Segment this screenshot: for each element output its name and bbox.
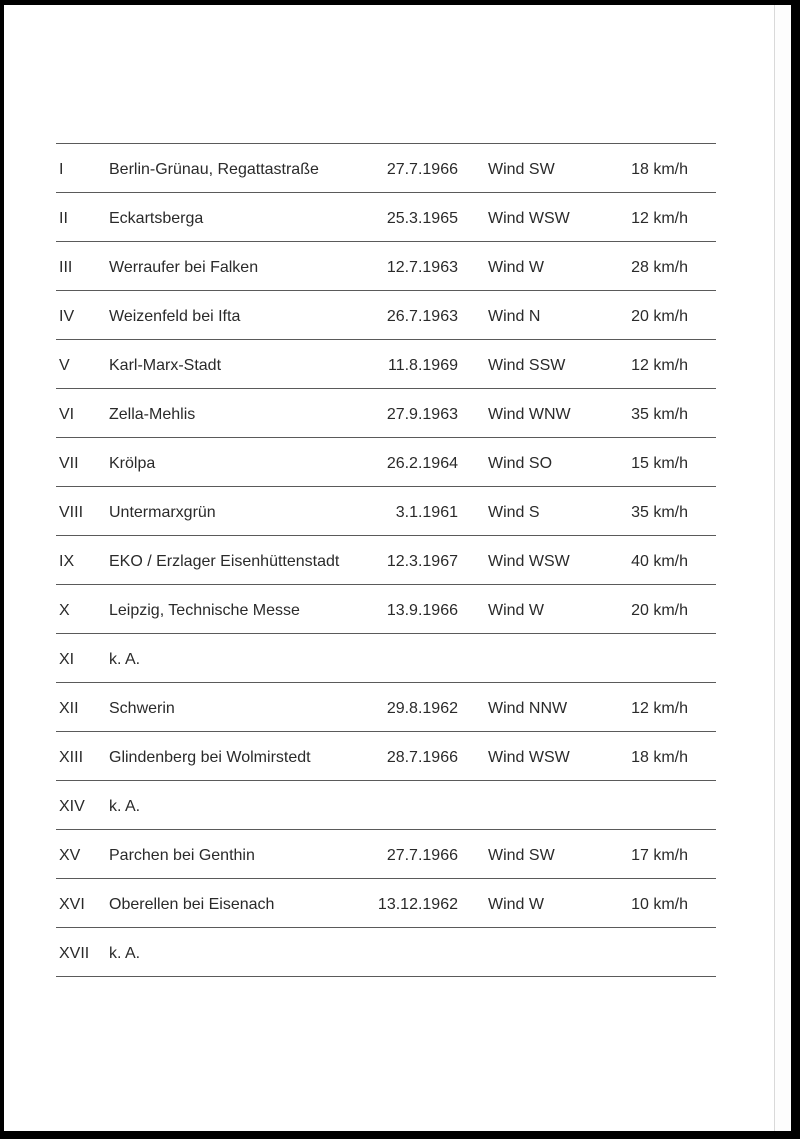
row-place: Leipzig, Technische Messe [109, 602, 300, 619]
scan-border [791, 0, 800, 1139]
table-row [56, 732, 716, 781]
row-number: XII [59, 700, 79, 717]
row-number: V [59, 357, 70, 374]
row-speed: 18 km/h [631, 161, 688, 178]
row-place: Zella-Mehlis [109, 406, 196, 423]
row-speed: 12 km/h [631, 210, 688, 227]
row-place: Eckartsberga [109, 210, 204, 227]
row-date: 13.12.1962 [377, 896, 458, 913]
row-number: XI [59, 651, 75, 668]
row-place: Krölpa [109, 455, 156, 472]
row-date: 12.7.1963 [386, 259, 458, 276]
row-number: X [59, 602, 70, 619]
row-place: Berlin-Grünau, Regattastraße [109, 161, 319, 178]
row-number: IV [59, 308, 75, 325]
table-row [56, 634, 716, 683]
row-place: Karl-Marx-Stadt [109, 357, 222, 374]
row-speed: 17 km/h [631, 847, 688, 864]
row-place: Werraufer bei Falken [109, 259, 259, 276]
row-date: 13.9.1966 [386, 602, 458, 619]
table-row [56, 340, 716, 389]
row-number: II [59, 210, 68, 227]
table-row [56, 487, 716, 536]
row-date: 12.3.1967 [386, 553, 458, 570]
row-wind: Wind WNW [488, 406, 571, 423]
row-wind: Wind WSW [488, 210, 570, 227]
table-row [56, 536, 716, 585]
row-number: XIII [59, 749, 84, 766]
row-place: Parchen bei Genthin [109, 847, 255, 864]
row-place: Untermarxgrün [109, 504, 216, 521]
row-place: Schwerin [109, 700, 175, 717]
row-wind: Wind WSW [488, 749, 570, 766]
page-edge [774, 5, 792, 1131]
row-date: 26.2.1964 [386, 455, 458, 472]
row-place: Glindenberg bei Wolmirstedt [109, 749, 311, 766]
row-speed: 20 km/h [631, 602, 688, 619]
table-row [56, 781, 716, 830]
row-speed: 12 km/h [631, 700, 688, 717]
row-date: 25.3.1965 [386, 210, 458, 227]
row-speed: 18 km/h [631, 749, 688, 766]
row-place: k. A. [109, 651, 141, 668]
table-row [56, 242, 716, 291]
row-date: 26.7.1963 [386, 308, 458, 325]
table-row [56, 144, 716, 193]
row-wind: Wind N [488, 308, 541, 325]
row-wind: Wind SSW [488, 357, 566, 374]
row-date: 27.7.1966 [386, 847, 458, 864]
row-speed: 28 km/h [631, 259, 688, 276]
row-number: VIII [59, 504, 84, 521]
row-date: 11.8.1969 [388, 357, 458, 374]
row-speed: 35 km/h [631, 406, 688, 423]
row-number: VII [59, 455, 79, 472]
row-date: 27.7.1966 [386, 161, 458, 178]
row-wind: Wind NNW [488, 700, 568, 717]
row-speed: 35 km/h [631, 504, 688, 521]
row-wind: Wind S [488, 504, 540, 521]
row-number: XVI [59, 896, 85, 913]
row-number: XVII [59, 945, 90, 962]
row-date: 27.9.1963 [386, 406, 458, 423]
row-number: XV [59, 847, 81, 864]
row-speed: 15 km/h [631, 455, 688, 472]
row-place: k. A. [109, 945, 141, 962]
row-speed: 10 km/h [631, 896, 688, 913]
table-row [56, 193, 716, 242]
row-wind: Wind SO [488, 455, 553, 472]
row-date: 29.8.1962 [386, 700, 458, 717]
row-wind: Wind WSW [488, 553, 570, 570]
table-row [56, 928, 716, 977]
table-row [56, 585, 716, 634]
row-number: XIV [59, 798, 85, 815]
table-row [56, 683, 716, 732]
row-place: Weizenfeld bei Ifta [109, 308, 241, 325]
row-wind: Wind SW [488, 847, 555, 864]
row-date: 28.7.1966 [386, 749, 458, 766]
row-wind: Wind W [488, 259, 544, 276]
row-speed: 40 km/h [631, 553, 688, 570]
table-row [56, 389, 716, 438]
row-date: 3.1.1961 [395, 504, 458, 521]
row-number: VI [59, 406, 75, 423]
row-number: III [59, 259, 73, 276]
row-wind: Wind W [488, 896, 544, 913]
table-row [56, 291, 716, 340]
row-wind: Wind SW [488, 161, 555, 178]
row-speed: 12 km/h [631, 357, 688, 374]
row-number: IX [59, 553, 75, 570]
row-number: I [59, 161, 64, 178]
row-place: k. A. [109, 798, 141, 815]
row-speed: 20 km/h [631, 308, 688, 325]
wind-table [56, 143, 716, 977]
row-place: Oberellen bei Eisenach [109, 896, 275, 913]
table-row [56, 879, 716, 928]
row-place: EKO / Erzlager Eisenhüttenstadt [109, 553, 340, 570]
table-row [56, 830, 716, 879]
row-wind: Wind W [488, 602, 544, 619]
table-row [56, 438, 716, 487]
